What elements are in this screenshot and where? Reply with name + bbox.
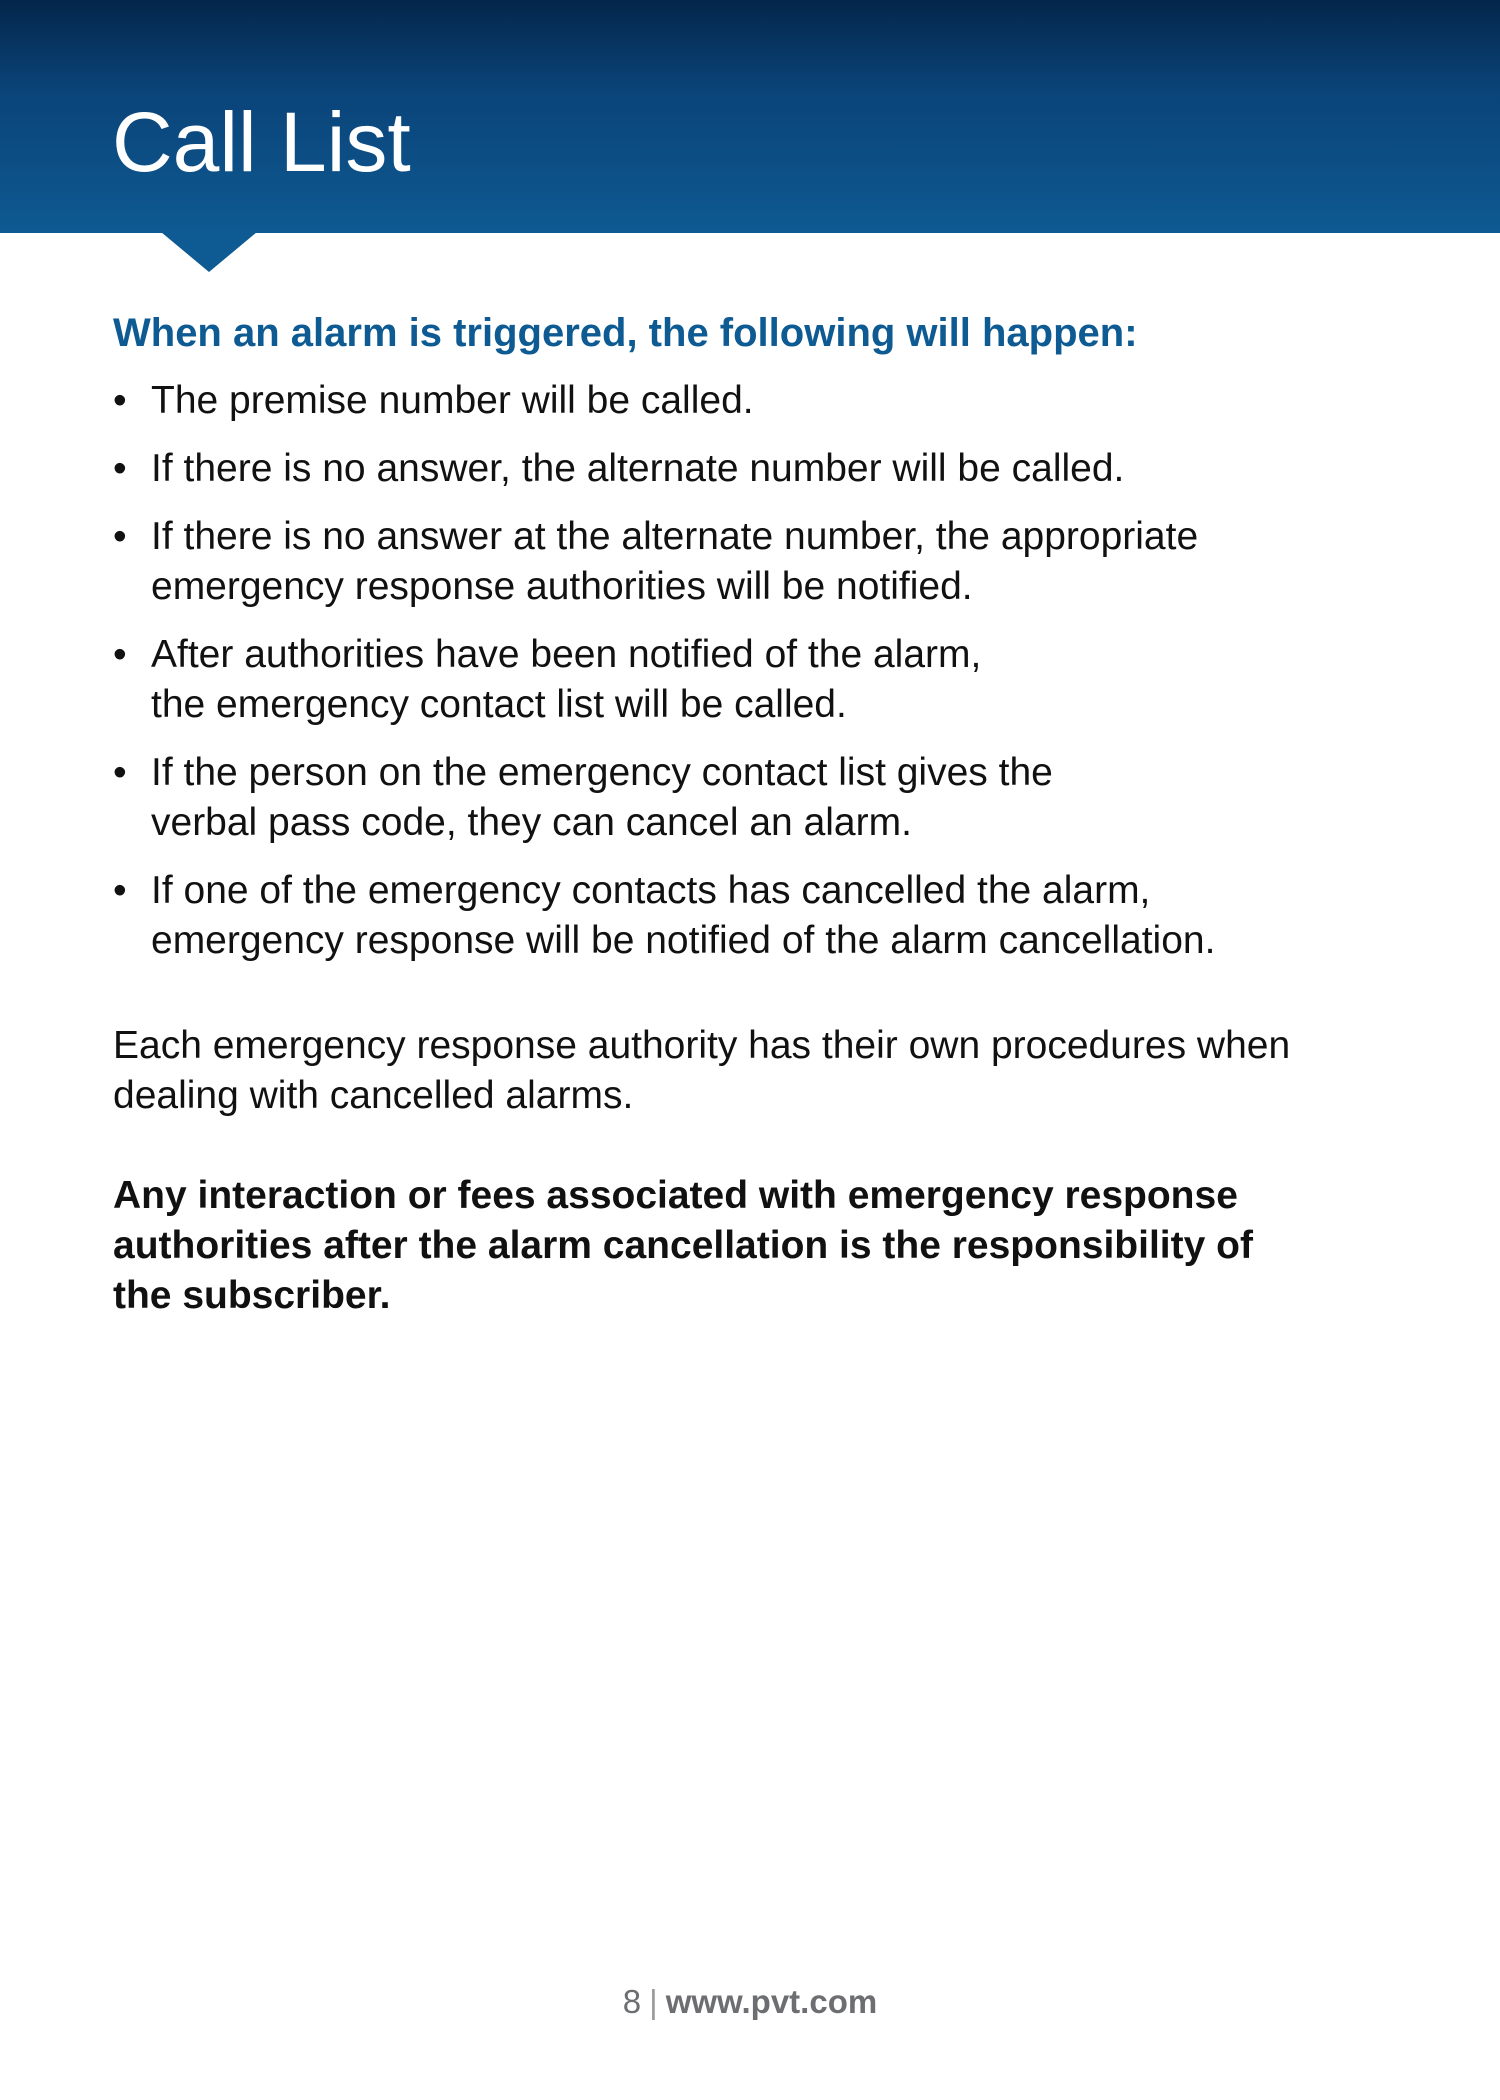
bullet-icon: • bbox=[113, 379, 127, 422]
responsibility-paragraph bbox=[113, 1171, 1413, 1321]
list-item bbox=[113, 512, 1413, 612]
bullet-icon: • bbox=[113, 447, 127, 490]
bullet-icon: • bbox=[113, 869, 127, 912]
page-footer bbox=[0, 1982, 1500, 2022]
bullet-icon: • bbox=[113, 633, 127, 676]
step-text-line: If one of the emergency contacts has cancelled the alarm, bbox=[151, 869, 1151, 912]
procedures-paragraph bbox=[113, 1021, 1413, 1121]
list-item bbox=[113, 376, 1413, 426]
page-title: Call List bbox=[112, 95, 411, 189]
step-text-line: If there is no answer, the alternate number will be called. bbox=[151, 447, 1125, 490]
step-text-line: verbal pass code, they can cancel an alarm. bbox=[151, 801, 912, 844]
website-link[interactable]: www.pvt.com bbox=[665, 1983, 878, 2020]
step-text-line: The premise number will be called. bbox=[151, 379, 754, 422]
list-item bbox=[113, 444, 1413, 494]
paragraph-line: dealing with cancelled alarms. bbox=[113, 1074, 634, 1117]
paragraph-line: the subscriber. bbox=[113, 1274, 391, 1317]
bullet-icon: • bbox=[113, 751, 127, 794]
step-text-line: emergency response will be notified of the alarm cancellation. bbox=[151, 919, 1216, 962]
list-item bbox=[113, 748, 1413, 848]
intro-heading: When an alarm is triggered, the following will happen: bbox=[113, 311, 1138, 355]
paragraph-line: Each emergency response authority has their own procedures when bbox=[113, 1024, 1291, 1067]
step-text-line: After authorities have been notified of the alarm, bbox=[151, 633, 982, 676]
list-item bbox=[113, 866, 1413, 966]
list-item bbox=[113, 630, 1413, 730]
paragraph-line: Any interaction or fees associated with emergency response bbox=[113, 1174, 1238, 1217]
step-text-line: emergency response authorities will be notified. bbox=[151, 565, 973, 608]
step-text-line: If there is no answer at the alternate number, the appropriate bbox=[151, 515, 1199, 558]
footer-separator: | bbox=[649, 1983, 658, 2020]
step-text-line: If the person on the emergency contact list gives the bbox=[151, 751, 1053, 794]
bullet-icon: • bbox=[113, 515, 127, 558]
alarm-steps-list bbox=[113, 376, 1413, 984]
page-number: 8 bbox=[622, 1983, 642, 2020]
paragraph-line: authorities after the alarm cancellation is the responsibility of bbox=[113, 1224, 1253, 1267]
step-text-line: the emergency contact list will be called. bbox=[151, 683, 847, 726]
header-notch-pointer bbox=[161, 232, 257, 272]
